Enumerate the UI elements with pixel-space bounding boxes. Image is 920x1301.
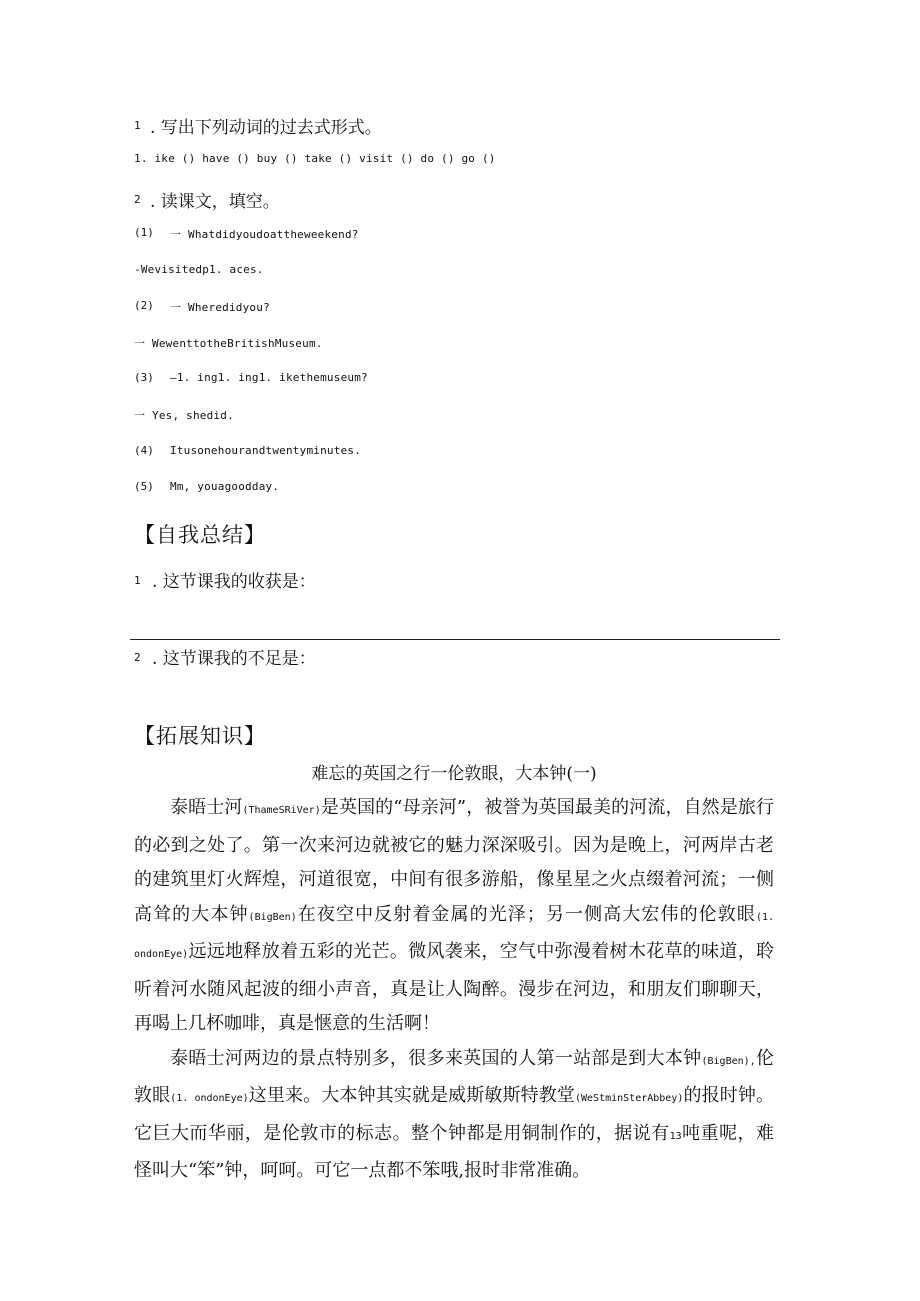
- item-label: (3): [134, 371, 154, 384]
- paragraph-text: 泰晤士河两边的景点特别多，很多来英国的人第一站部是到大本钟: [170, 1047, 702, 1069]
- summary-q1: . 这节课我的收获是：: [152, 572, 316, 592]
- article-body: [134, 791, 774, 1189]
- paragraph-text: 是英国的“母亲河”，被誉为英国最美的河流，自然是旅行的必到之处了。第一次来河边就被它的魅力深深吸引。因为是晚上，河两岸古老的建筑里灯火辉煌，河道很宽，中间有很多游船，像星星之火点缀着河流；一侧高耸的大本钟: [134, 797, 775, 925]
- item-text: Mm, youagoodday.: [170, 480, 280, 493]
- section1-title: . 写出下列动词的过去式形式。: [150, 118, 382, 138]
- article-paragraph-1: [134, 791, 774, 1042]
- summary-heading: 【自我总结】: [134, 523, 266, 547]
- english-annotation: 13: [669, 1130, 682, 1142]
- item-text: Itusonehourandtwentyminutes.: [170, 444, 362, 457]
- paragraph-text: 泰晤士河: [170, 797, 243, 818]
- item-text: 一 Yes, shedid.: [134, 409, 234, 422]
- english-annotation: (1. ondonEye): [170, 1093, 249, 1104]
- section1-number: 1: [134, 119, 141, 132]
- item-text: 一 WewenttotheBritishMuseum.: [134, 337, 323, 350]
- paragraph-text: 伦敦眼: [134, 1047, 774, 1106]
- verb-list: 1. ike () have () buy () take () visit () do () go (): [134, 152, 496, 165]
- paragraph-text: 在夜空中反射着金属的光泽；另一侧高大宏伟的伦敦眼: [296, 903, 756, 925]
- english-annotation: (ThameSRiVer): [242, 805, 321, 816]
- paragraph-text: 的报时钟。它巨大而华丽，是伦敦市的标志。整个钟都是用铜制作的，据说有: [134, 1085, 774, 1144]
- item-label: (5): [134, 480, 154, 493]
- english-annotation: (BigBen): [248, 911, 297, 923]
- item-label: (2): [134, 299, 154, 312]
- section2-title: . 读课文，填空。: [150, 192, 280, 212]
- summary-q1-number: 1: [134, 574, 141, 587]
- item-label: (4): [134, 444, 154, 457]
- english-annotation: (1. ondonEye): [134, 911, 775, 960]
- article-paragraph-2: [134, 1042, 774, 1189]
- summary-q2: . 这节课我的不足是：: [152, 649, 316, 669]
- item-text: 一 Whatdidyoudoattheweekend?: [170, 228, 359, 241]
- item-text: 一 Wheredidyou?: [170, 301, 270, 314]
- english-annotation: (WeStminSterAbbey): [575, 1093, 684, 1104]
- item-text: —1. ing1. ing1. ikethemuseum?: [170, 371, 368, 384]
- extension-heading: 【拓展知识】: [134, 724, 266, 748]
- paragraph-text: 吨重呢，难怪叫大“笨”钟，呵呵。可它一点都不笨哦,报时非常准确。: [134, 1122, 775, 1181]
- paragraph-text: 这里来。大本钟其实就是威斯敏斯特教堂: [248, 1085, 575, 1106]
- english-annotation: (BigBen),: [701, 1055, 756, 1067]
- article-title: 难忘的英国之行一伦敦眼，大本钟(一): [311, 764, 597, 784]
- summary-q2-number: 2: [134, 651, 141, 664]
- item-label: (1): [134, 226, 154, 239]
- answer-line: [130, 639, 780, 640]
- section2-number: 2: [134, 193, 141, 206]
- paragraph-text: 远远地释放着五彩的光芒。微风袭来，空气中弥漫着树木花草的味道，聆听着河水随风起波的细小声音，真是让人陶醉。漫步在河边，和朋友们聊聊天，再喝上几杯咖啡，真是惬意的生活啊！: [134, 941, 774, 1034]
- item-text: -Wevisitedp1. aces.: [134, 263, 264, 276]
